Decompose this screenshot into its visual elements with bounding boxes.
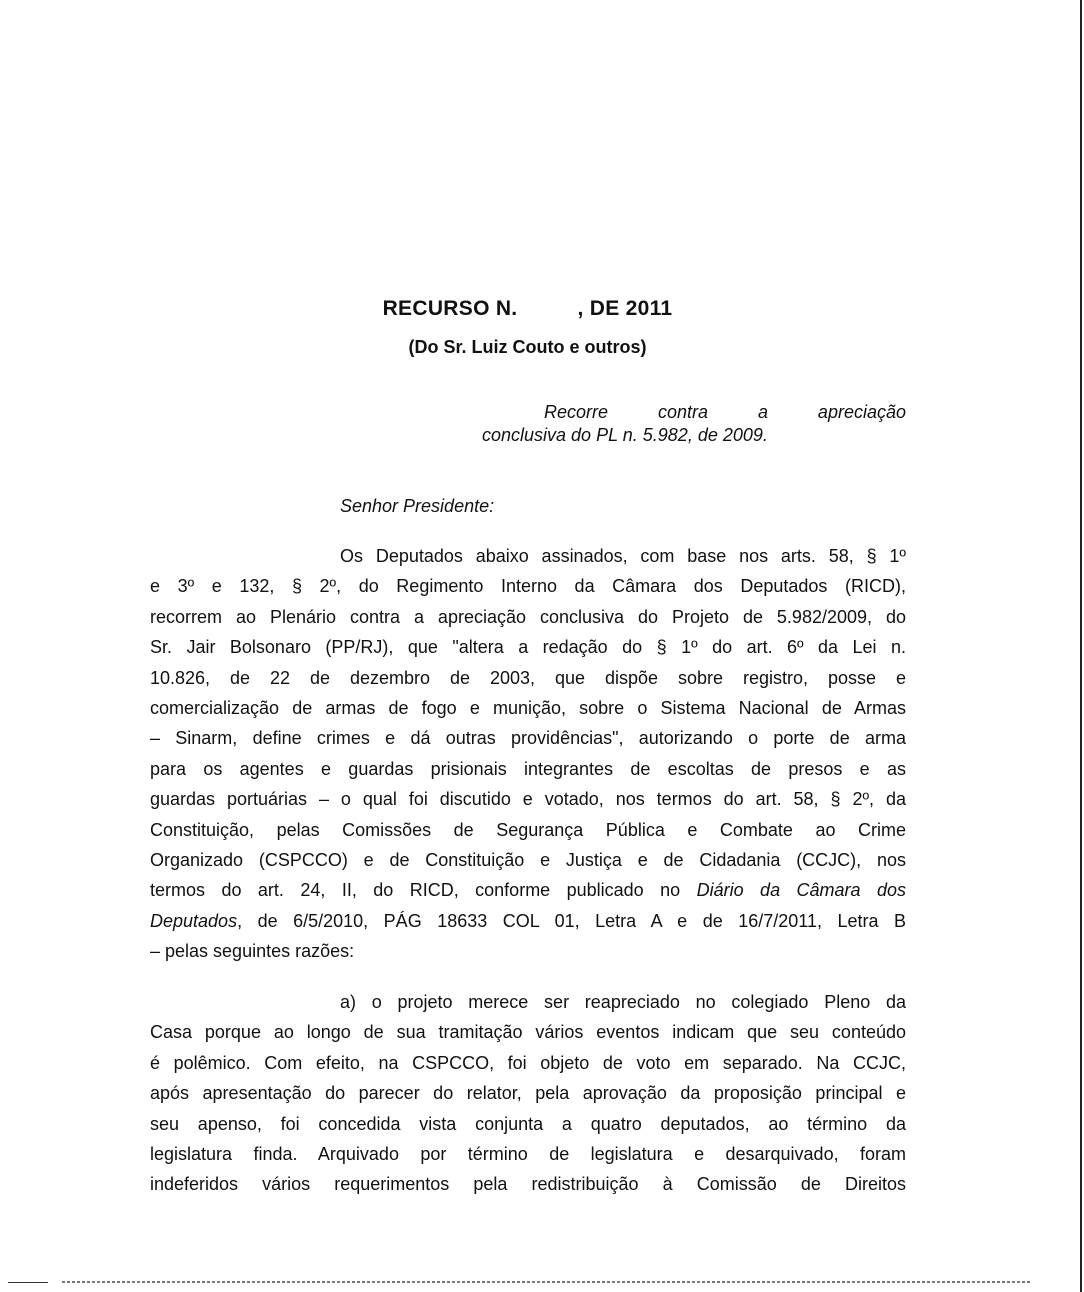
paragraph-line: indeferidos vários requerimentos pela redistribuição à Comissão de Direitos [150,1174,906,1195]
footer-dotted-rule [62,1281,1032,1283]
paragraph-line: Constituição, pelas Comissões de Segurança Pública e Combate ao Crime [150,819,906,840]
ementa-line-2: conclusiva do PL n. 5.982, de 2009. [482,425,768,445]
paragraph-line: é polêmico. Com efeito, na CSPCCO, foi objeto de voto em separado. Na CCJC, [150,1052,906,1073]
paragraph-line: guardas portuárias – o qual foi discutido e votado, nos termos do art. 58, § 2º, da [150,789,906,810]
title-right: , DE 2011 [577,297,673,320]
page-edge [1080,0,1082,1292]
paragraph-1 [150,541,906,967]
paragraph-line: a) o projeto merece ser reapreciado no colegiado Pleno da [340,992,906,1012]
paragraph-line: comercialização de armas de fogo e munição, sobre o Sistema Nacional de Armas [150,698,906,719]
journal-name-cont: Deputados [150,910,238,931]
paragraph-line: Casa porque ao longo de sua tramitação vários eventos indicam que seu conteúdo [150,1022,906,1043]
paragraph-line: para os agentes e guardas prisionais integrantes de escoltas de presos e as [150,758,906,779]
paragraph-line: termos do art. 24, II, do RICD, conforme publicado no Diário da Câmara dos [150,880,907,901]
document-subtitle: (Do Sr. Luiz Couto e outros) [408,337,647,357]
title-left: RECURSO N. [382,297,518,320]
ementa [482,401,906,447]
greeting: Senhor Presidente: [340,496,495,516]
paragraph-line: Os Deputados abaixo assinados, com base nos arts. 58, § 1º [340,546,906,566]
journal-name: Diário da Câmara dos [696,880,907,901]
paragraph-line: seu apenso, foi concedida vista conjunta a quatro deputados, ao término da [150,1113,906,1134]
paragraph-line: legislatura finda. Arquivado por término de legislatura e desarquivado, foram [150,1144,906,1165]
document-title [0,297,1055,321]
paragraph-line: Sr. Jair Bolsonaro (PP/RJ), que "altera a redação do § 1º do art. 6º da Lei n. [150,637,906,658]
paragraph-line: Deputados, de 6/5/2010, PÁG 18633 COL 01, Letra A e de 16/7/2011, Letra B [150,910,906,931]
footer-rule [8,1282,48,1283]
paragraph-line: 10.826, de 22 de dezembro de 2003, que dispõe sobre registro, posse e [150,667,906,688]
paragraph-line: e 3º e 132, § 2º, do Regimento Interno da Câmara dos Deputados (RICD), [150,576,906,597]
paragraph-line: – pelas seguintes razões: [150,941,355,962]
paragraph-line: recorrem ao Plenário contra a apreciação conclusiva do Projeto de 5.982/2009, do [150,606,906,627]
paragraph-line: Organizado (CSPCCO) e de Constituição e Justiça e de Cidadania (CCJC), nos [150,850,906,871]
paragraph-2 [150,987,906,1200]
paragraph-line: após apresentação do parecer do relator, pela aprovação da proposição principal e [150,1083,906,1104]
ementa-line-1: Recorre contra a apreciação [544,402,906,422]
paragraph-line: – Sinarm, define crimes e dá outras providências", autorizando o porte de arma [150,728,906,749]
